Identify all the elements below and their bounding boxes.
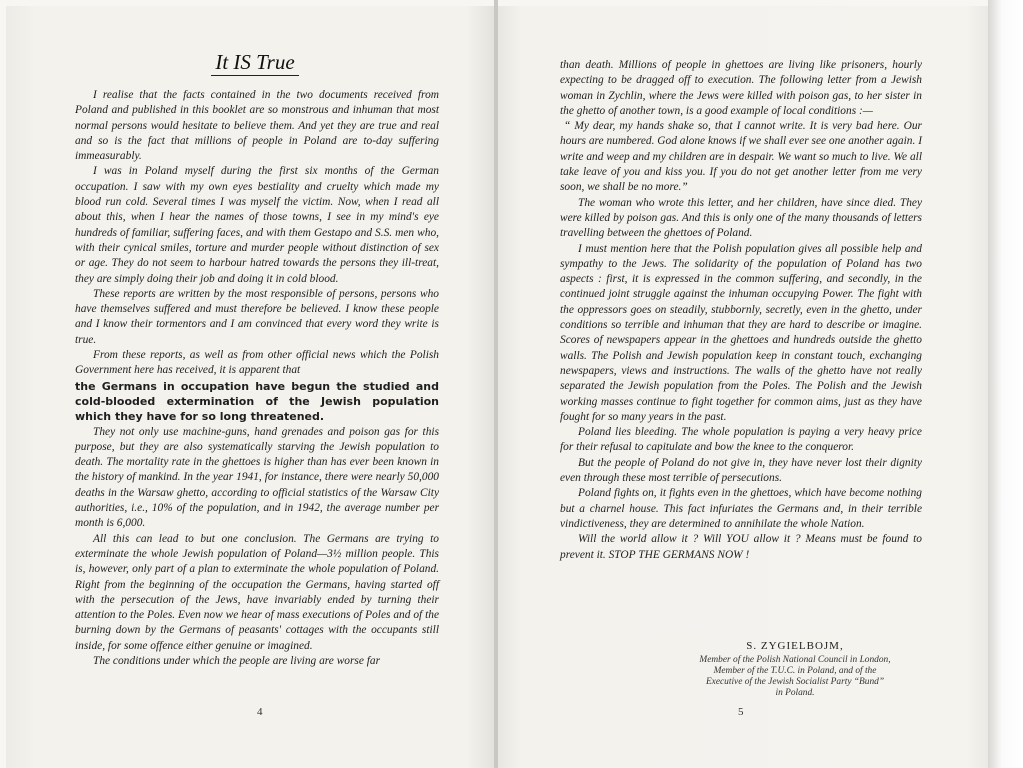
left-column bbox=[75, 88, 439, 669]
paragraph: They not only use machine-guns, hand grenades and poison gas for this purpose, but they are also systematically starving the Jewish population to death. The mortality rate in the ghettoes is higher than has ever been known in the history of mankind. In the year 1941, for instance, there were nearly 50,000 deaths in the Warsaw ghetto, according to official statistics of the Warsaw City authorities, i.e., 10% of the population, and in 1942, the average number per month is 6,000. bbox=[75, 425, 439, 530]
paragraph: But the people of Poland do not give in, they have never lost their dignity even through these most terrible of persecutions. bbox=[560, 456, 922, 485]
signature-line: Member of the Polish National Council in London, bbox=[699, 655, 891, 665]
page-edge bbox=[988, 0, 1023, 768]
paragraph: The conditions under which the people are living are worse far bbox=[93, 654, 381, 667]
paragraph: Will the world allow it ? Will YOU allow it ? Means must be found to prevent it. STOP THE GERMANS NOW ! bbox=[560, 533, 922, 561]
paragraph: All this can lead to but one conclusion. The Germans are trying to exterminate the whole Jewish population of Poland—3½ million people. This is, however, only part of a plan to exterminate the whole population of Poland. Right from the beginning of the occupation the Germans, having started off with the persecution of the Jews, have invariably ended by turning their attention to the Poles. Even now we hear of mass executions of Poles and of the burning down by the Germans of peasants' cottages with the occupants still inside, for some offence either genuine or imagined. bbox=[75, 532, 439, 652]
right-column bbox=[560, 58, 922, 563]
book-gutter bbox=[494, 0, 498, 768]
paragraph: The woman who wrote this letter, and her children, have since died. They were killed by poison gas. And this is only one of the many thousands of letters travelling between the ghettoes of Poland. bbox=[560, 196, 922, 240]
page-number-left: 4 bbox=[257, 706, 263, 718]
paragraph: These reports are written by the most responsible of persons, persons who have themselves suffered and must therefore be believed. I know these people and I know their tormentors and I am convinced that every word they write is true. bbox=[75, 287, 439, 346]
emphasis-block: the Germans in occupation have begun the studied and cold-blooded extermination of the Jewish population which they have for so long threatened. bbox=[75, 379, 439, 424]
paragraph: I must mention here that the Polish population gives all possible help and sympathy to the Jews. The solidarity of the population of Poland has two aspects : first, it is expressed in the common suffering, and secondly, in the continued joint struggle against the inhuman occupying Power. The fight with the oppressors goes on steadily, stubbornly, secretly, even in the ghetto, under conditions so terrible and inhuman that they are hard to describe or imagine. Scores of newspapers appear in the ghettoes and hundreds outside the ghetto walls. The Polish and Jewish population keep in constant touch, exchanging newspapers, views and instructions. The walls of the ghetto have not really separated the Jewish population from the Poles. The Polish and the Jewish working masses continue to fight together for common aims, just as they have fought for so many years in the past. bbox=[560, 242, 922, 423]
paragraph: than death. Millions of people in ghettoes are living like prisoners, hourly expecting to be dragged off to execution. The following letter from a Jewish woman in Zychlin, where the Jews were killed with poison gas, to her sister in the ghetto of another town, is a good example of local conditions :— bbox=[560, 59, 922, 117]
signature-line: in Poland. bbox=[775, 688, 815, 698]
signature-name: S. ZYGIELBOJM, bbox=[746, 640, 844, 652]
page-title-text: It IS True bbox=[211, 50, 298, 76]
quoted-letter: “ My dear, my hands shake so, that I cannot write. It is very bad here. Our hours are numbered. God alone knows if we shall ever see one another again. I write and weep and my children are in despair. We want so much to live. We all take leave of you and kiss you. If you do not get another letter from me very soon, we shall be no more.” bbox=[560, 120, 922, 194]
paragraph: Poland lies bleeding. The whole population is paying a very heavy price for their refusal to capitulate and bow the knee to the conqueror. bbox=[560, 426, 922, 454]
paragraph: Poland fights on, it fights even in the ghettoes, which have become nothing but a charnel house. This fact infuriates the Germans and, in their terrible vindictiveness, they are determined to annihilate the whole Nation. bbox=[560, 487, 922, 530]
paragraph: I realise that the facts contained in the two documents received from Poland and published in this booklet are so monstrous and inhuman that most normal persons would hesitate to believe them. And yet they are true and real and so is the fact that millions of people in Poland are to-day suffering immeasurably. bbox=[75, 89, 439, 163]
page-title bbox=[0, 50, 510, 75]
signature-description bbox=[660, 655, 930, 699]
paragraph: From these reports, as well as from other official news which the Polish Government here has received, it is apparent that bbox=[75, 349, 439, 377]
paragraph: I was in Poland myself during the first six months of the German occupation. I saw with my own eyes bestiality and cruelty which made my blood run cold. Several times I was myself the victim. Now, when I read all about this, when I hear the names of those towns, I see in my mind's eye hundreds of familiar, suffering faces, and with them Gestapo and S.S. men who, with their cynical smiles, torture and murder people without distinction of sex or age. They do not seem to harbour hatred towards the persons they ill-treat, they are simply doing their job and doing it in cold blood. bbox=[75, 165, 439, 285]
signature-line: Executive of the Jewish Socialist Party “Bund” bbox=[705, 677, 885, 687]
signature-line: Member of the T.U.C. in Poland, and of the bbox=[713, 666, 877, 676]
page-number-right: 5 bbox=[738, 706, 744, 718]
